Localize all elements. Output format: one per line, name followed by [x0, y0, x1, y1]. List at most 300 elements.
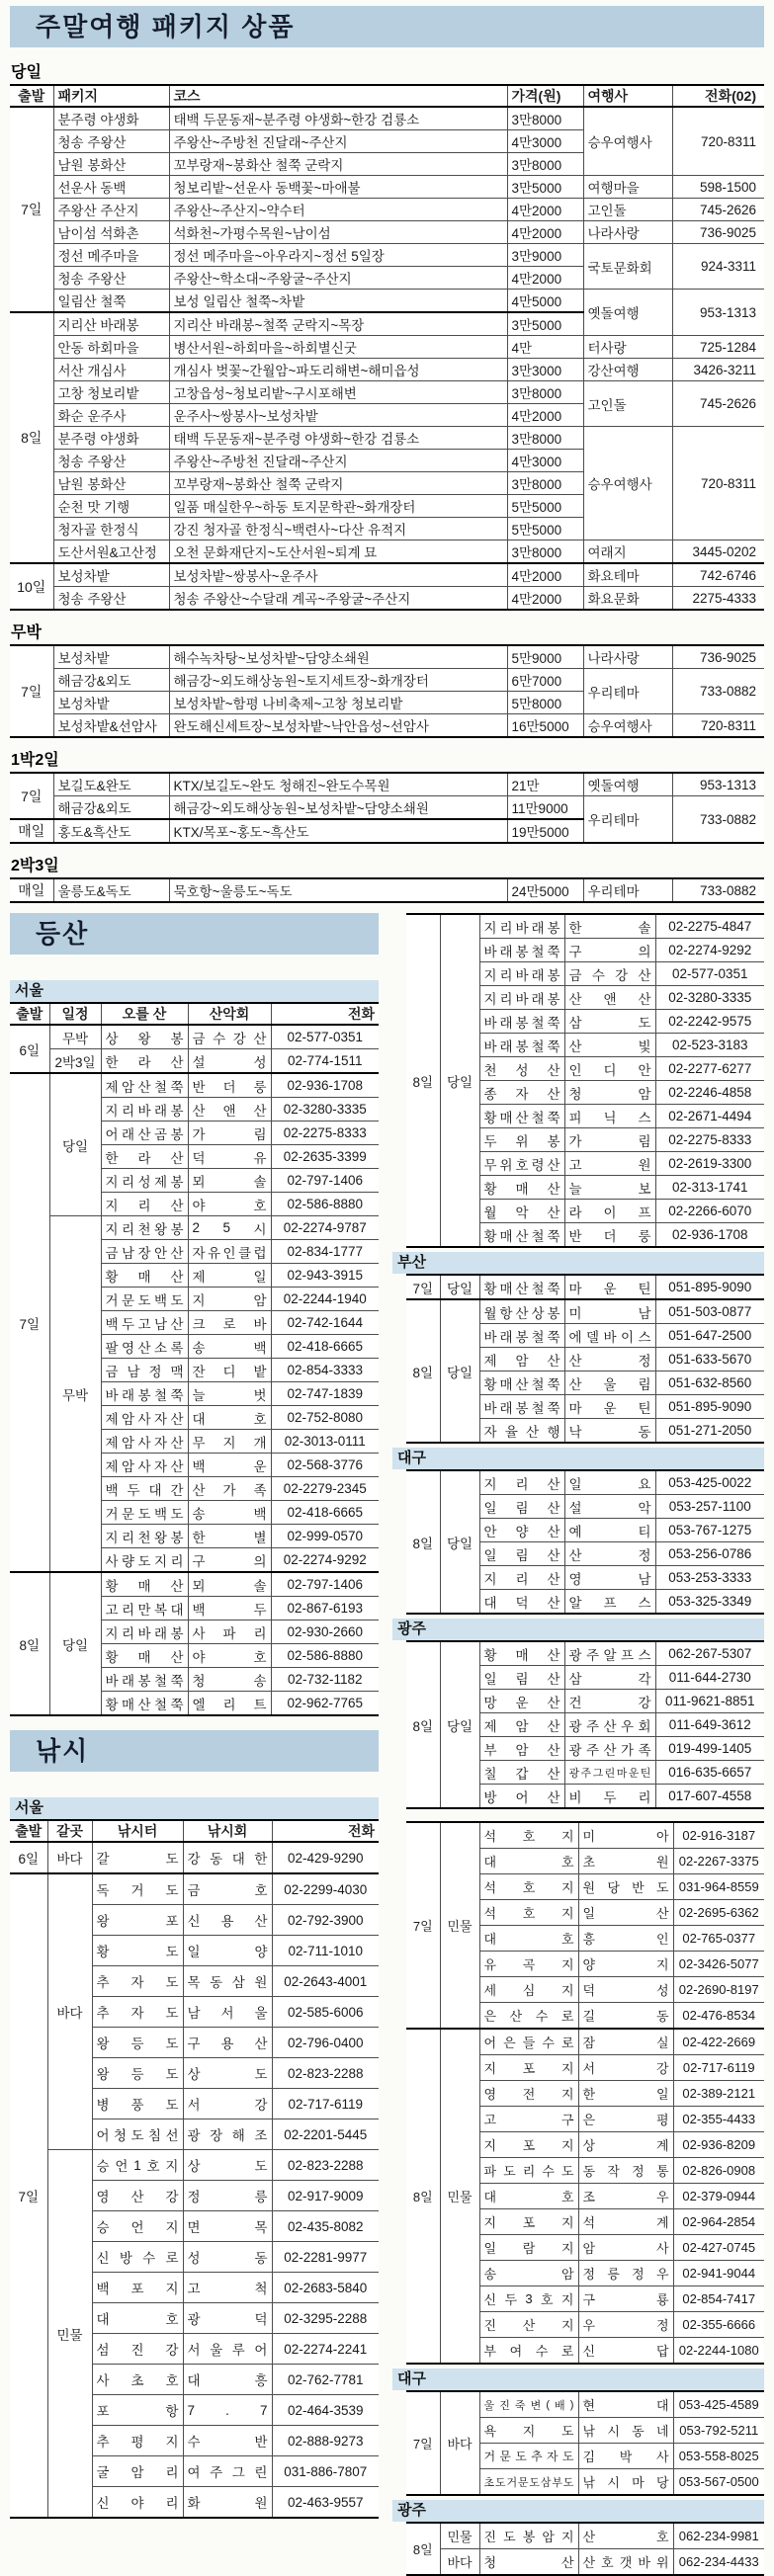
region-bar: 부산	[392, 1252, 764, 1274]
club-cell	[564, 1542, 655, 1566]
phone-cell: 031-964-8559	[673, 1874, 764, 1900]
course-cell: 주왕산~주방천 진달래~주산지	[169, 130, 507, 153]
table-row	[406, 2549, 764, 2576]
spread-text: 제 암 산	[483, 1718, 560, 1734]
course-cell: KTX/목포~홍도~흑산도	[169, 819, 507, 843]
fs-r-table-body	[406, 1822, 764, 2364]
spread-text: 진 도 봉 암 지	[483, 2530, 574, 2544]
club-cell	[183, 2456, 272, 2487]
price-cell: 4만3000	[507, 450, 583, 472]
club-cell	[564, 1641, 655, 1666]
spread-text: 무 위 호 령 산	[483, 1157, 560, 1173]
spread-text: 고 리 만 복 대	[105, 1602, 184, 1618]
spread-text: 2 5 시	[192, 1220, 267, 1237]
course-cell: 오천 문화재단지~도산서원~퇴계 묘	[169, 540, 507, 564]
club-cell	[564, 1419, 655, 1444]
agency-cell: 국토문화회	[583, 244, 672, 290]
club-cell	[564, 1713, 655, 1737]
mountain-cell	[101, 1098, 188, 1122]
mountain-cell	[101, 1193, 188, 1216]
package-cell: 일림산 철쭉	[53, 290, 169, 313]
club-cell	[578, 1822, 673, 1849]
spread-text: 백 두 대 간	[105, 1482, 184, 1498]
course-cell: 지리산 바래봉~철쭉 군락지~목장	[169, 312, 507, 336]
phone-cell: 02-2635-3399	[271, 1145, 379, 1169]
package-cell: 화순 운주사	[53, 404, 169, 427]
depart-cell: 7일	[10, 107, 53, 312]
phone-cell: 02-3280-3335	[271, 1098, 379, 1122]
hiking-banner-title: 등산	[36, 919, 90, 949]
club-cell	[188, 1501, 271, 1525]
spread-text: 황 도	[96, 1945, 179, 1959]
spread-text: 종 자 산	[483, 1086, 560, 1102]
agency-cell: 터사랑	[583, 336, 672, 359]
phone-cell: 02-823-2288	[272, 2058, 379, 2089]
spread-text: 바 래 봉 철 쭉	[483, 1015, 560, 1031]
schedule-cell: 바다	[47, 1873, 92, 2150]
spread-text: 바 래 봉 철 쭉	[483, 1400, 560, 1416]
phone-cell: 02-586-8880	[271, 1193, 379, 1216]
phone-cell: 02-476-8534	[673, 2003, 764, 2030]
course-cell: 보성차밭~쌍봉사~운주사	[169, 563, 507, 587]
spot-cell	[479, 2549, 578, 2576]
package-cell: 청송 주왕산	[53, 267, 169, 290]
phone-cell: 02-823-2288	[272, 2150, 379, 2181]
phone-cell: 02-3280-3335	[655, 986, 764, 1010]
phone-cell: 02-854-7417	[673, 2286, 764, 2312]
phone-cell: 598-1500	[672, 176, 764, 199]
spread-text: 강 동 대 한	[187, 1852, 268, 1867]
phone-cell: 733-0882	[672, 796, 764, 844]
spread-text: 지 암	[192, 1292, 267, 1308]
fs-r-table-body	[406, 2523, 764, 2575]
table-row	[10, 1873, 379, 1905]
schedule-cell: 당일	[440, 1275, 479, 1299]
spread-text: 부 여 수 로	[483, 2344, 574, 2359]
mountain-cell	[479, 1010, 564, 1034]
package-cell: 분주령 야생화	[53, 107, 169, 130]
phone-cell: 02-577-0351	[271, 1025, 379, 1049]
spread-text: 석 호 지	[483, 1906, 574, 1921]
spot-cell	[92, 1966, 183, 1997]
depart-cell: 8일	[406, 1470, 440, 1614]
club-cell	[578, 2312, 673, 2338]
section-label: 당일	[11, 64, 42, 81]
price-cell: 4만2000	[507, 587, 583, 611]
course-cell: 태백 두문동재~분주령 야생화~한강 검룡소	[169, 427, 507, 450]
club-cell	[564, 1566, 655, 1590]
spread-text: 정 릉	[187, 2190, 268, 2204]
column-header: 낚시회	[183, 1820, 272, 1842]
column-header: 전화	[271, 1003, 379, 1025]
spread-text: 거 문 도 추 자 도	[483, 2450, 574, 2463]
spread-text: 광 장 해 조	[187, 2128, 268, 2143]
club-cell	[564, 1761, 655, 1785]
spread-text: 병 풍 도	[96, 2098, 179, 2113]
club-cell	[564, 1666, 655, 1690]
phone-cell: 720-8311	[672, 427, 764, 540]
mountain-cell	[479, 1419, 564, 1444]
spot-cell	[479, 1977, 578, 2003]
spot-cell	[92, 2334, 183, 2365]
course-cell: 청보리밭~선운사 동백꽃~마애불	[169, 176, 507, 199]
club-cell	[188, 1025, 271, 1049]
price-cell: 3만8000	[507, 427, 583, 450]
package-cell: 지리산 바래봉	[53, 312, 169, 336]
spread-text: 추 평 지	[96, 2435, 179, 2450]
spread-text: 늘 벗	[192, 1387, 267, 1403]
phone-cell: 745-2626	[672, 199, 764, 221]
spread-text: 한 별	[192, 1530, 267, 1545]
spread-text: 제 암 사 자 산	[105, 1411, 184, 1427]
phone-cell: 02-3013-0111	[271, 1430, 379, 1454]
region-bar: 광주	[392, 2500, 764, 2522]
depart-cell: 8일	[10, 312, 53, 563]
spread-text: 사 파 리	[192, 1625, 267, 1641]
price-cell: 24만5000	[507, 878, 583, 902]
spread-text: 유 곡 지	[483, 1957, 574, 1972]
phone-cell: 053-425-4589	[673, 2391, 764, 2418]
phone-cell: 02-435-8082	[272, 2211, 379, 2242]
mountain-cell	[101, 1525, 188, 1548]
table-row	[10, 381, 764, 404]
spot-cell	[479, 1926, 578, 1952]
phone-cell: 02-936-1708	[655, 1223, 764, 1248]
section-label: 무박	[11, 624, 42, 641]
depart-cell: 6일	[10, 1025, 49, 1073]
travel-table-body	[10, 773, 764, 843]
course-cell: 보성 일림산 철쭉~차밭	[169, 290, 507, 313]
schedule-cell: 2박3일	[49, 1049, 101, 1074]
spread-text: 광 주 그 린 마 운 틴	[568, 1767, 651, 1780]
spread-text: 거 문 도 백 도	[105, 1292, 184, 1308]
spread-text: 왕 등 도	[96, 2036, 179, 2051]
mountain-cell	[479, 1395, 564, 1419]
package-cell: 홍도&흑산도	[53, 819, 169, 843]
phone-cell: 02-2244-1080	[673, 2338, 764, 2365]
spot-cell	[92, 2211, 183, 2242]
spread-text: 수 반	[187, 2435, 268, 2450]
mountain-cell	[101, 1382, 188, 1406]
club-cell	[188, 1264, 271, 1288]
spot-cell	[479, 1874, 578, 1900]
spread-text: 대 호	[96, 2312, 179, 2327]
spot-cell	[479, 2286, 578, 2312]
phone-cell: 02-936-8209	[673, 2132, 764, 2158]
spread-text: 덕 유	[192, 1150, 267, 1166]
spread-text: 정 릉 정 우	[582, 2267, 669, 2282]
spread-text: 지 리 천 왕 봉	[105, 1530, 184, 1545]
club-cell	[188, 1454, 271, 1477]
spread-text: 지 리 성 제 봉	[105, 1174, 184, 1190]
hk-r-table	[406, 1640, 764, 1809]
course-cell: 해금강~외도해상농원~토지세트장~화개장터	[169, 669, 507, 692]
mountain-cell	[479, 1371, 564, 1395]
region-bar: 대구	[392, 2368, 764, 2390]
spot-cell	[92, 1842, 183, 1873]
spot-cell	[92, 1873, 183, 1905]
club-cell	[188, 1668, 271, 1692]
club-cell	[188, 1692, 271, 1716]
club-cell	[564, 1785, 655, 1809]
club-cell	[188, 1193, 271, 1216]
phone-cell: 051-503-0877	[655, 1299, 764, 1324]
spread-text: 화 원	[187, 2496, 268, 2511]
mountain-cell	[479, 939, 564, 962]
spread-text: 한 라 산	[105, 1054, 184, 1070]
club-cell	[188, 1620, 271, 1644]
phone-cell: 02-3295-2288	[272, 2303, 379, 2334]
spread-text: 월 악 산	[483, 1205, 560, 1220]
column-header: 패키지	[53, 85, 169, 107]
course-cell: 강진 청자골 한정식~백련사~다산 유적지	[169, 518, 507, 540]
header-row	[10, 1820, 379, 1842]
mountain-cell	[101, 1692, 188, 1716]
table-row	[10, 1216, 379, 1240]
club-cell	[564, 1081, 655, 1105]
depart-cell: 매일	[10, 819, 53, 843]
section-label: 1박2일	[11, 752, 59, 769]
price-cell: 3만8000	[507, 381, 583, 404]
spread-text: 마 운 틴	[568, 1281, 651, 1296]
phone-cell: 02-464-3539	[272, 2395, 379, 2426]
spread-text: 거 문 도 백 도	[105, 1506, 184, 1522]
spread-text: 방 어 산	[483, 1789, 560, 1805]
spread-text: 백 운	[192, 1458, 267, 1474]
mountain-cell	[101, 1335, 188, 1359]
spread-text: 한 라 산	[105, 1150, 184, 1166]
club-cell	[564, 986, 655, 1010]
spread-text: 바 래 봉 철 쭉	[105, 1387, 184, 1403]
phone-cell: 720-8311	[672, 107, 764, 176]
phone-cell: 02-463-9557	[272, 2487, 379, 2519]
spread-text: 지 포 지	[483, 2138, 574, 2153]
course-cell: 보성차밭~함평 나비축제~고창 청보리밭	[169, 692, 507, 714]
price-cell: 3만3000	[507, 359, 583, 381]
spread-text: 석 호 지	[483, 1880, 574, 1895]
spread-text: 고 척	[187, 2282, 268, 2296]
spread-text: 사 량 도 지 리	[105, 1553, 184, 1569]
spread-text: 두 위 봉	[483, 1133, 560, 1149]
phone-cell: 953-1313	[672, 290, 764, 336]
club-cell	[564, 1371, 655, 1395]
spread-text: 금 남 정 맥	[105, 1364, 184, 1379]
spread-text: 산 앤 산	[192, 1103, 267, 1119]
package-cell: 청송 주왕산	[53, 130, 169, 153]
price-cell: 3만5000	[507, 312, 583, 336]
phone-cell: 02-2683-5840	[272, 2273, 379, 2303]
club-cell	[183, 2395, 272, 2426]
spot-cell	[92, 2456, 183, 2487]
spot-cell	[92, 1905, 183, 1936]
club-cell	[183, 2089, 272, 2119]
phone-cell: 725-1284	[672, 336, 764, 359]
table-row	[10, 878, 764, 902]
club-cell	[564, 1324, 655, 1348]
spread-text: 구 의	[192, 1553, 267, 1569]
spot-cell	[479, 1952, 578, 1977]
phone-cell: 02-916-3187	[673, 1822, 764, 1849]
table-row	[10, 359, 764, 381]
spread-text: 7 . 7	[187, 2402, 268, 2418]
depart-cell: 7일	[406, 1275, 440, 1299]
spread-text: 현 대	[582, 2398, 669, 2413]
spot-cell	[479, 2391, 578, 2418]
club-cell	[188, 1525, 271, 1548]
course-cell: 개심사 벚꽃~간월암~파도리해변~해미읍성	[169, 359, 507, 381]
phone-cell: 02-747-1839	[271, 1382, 379, 1406]
club-cell	[188, 1098, 271, 1122]
depart-cell: 8일	[406, 1641, 440, 1808]
depart-cell: 8일	[406, 2523, 440, 2575]
agency-cell: 우리테마	[583, 878, 672, 902]
spread-text: 면 목	[187, 2220, 268, 2235]
table-row	[406, 1822, 764, 1849]
phone-cell: 051-271-2050	[655, 1419, 764, 1444]
phone-cell: 016-635-6657	[655, 1761, 764, 1785]
spread-text: 황 매 산 철 쭉	[483, 1110, 560, 1125]
mountain-cell	[101, 1477, 188, 1501]
spot-cell	[479, 2158, 578, 2184]
spread-text: 지 리 천 왕 봉	[105, 1221, 184, 1237]
package-cell: 남원 봉화산	[53, 472, 169, 495]
mountain-cell	[101, 1597, 188, 1620]
table-row	[10, 2150, 379, 2181]
phone-cell: 02-2690-8197	[673, 1977, 764, 2003]
club-cell	[564, 1057, 655, 1081]
hiking-banner	[10, 913, 379, 955]
depart-cell: 6일	[10, 1842, 47, 1873]
table-row	[10, 176, 764, 199]
spread-text: 황 매 산	[105, 1578, 184, 1594]
table-row	[10, 773, 764, 796]
club-cell	[578, 1977, 673, 2003]
club-cell	[564, 1737, 655, 1761]
package-cell: 울릉도&독도	[53, 878, 169, 902]
course-cell: 완도해신세트장~보성차밭~낙안읍성~선암사	[169, 714, 507, 738]
mountain-cell	[479, 1495, 564, 1519]
spread-text: 상 도	[187, 2067, 268, 2082]
spread-text: 지 리 바 래 봉	[483, 920, 560, 936]
agency-cell: 강산여행	[583, 359, 672, 381]
club-cell	[564, 1223, 655, 1248]
spread-text: 뫼 솔	[192, 1578, 267, 1594]
package-cell: 보성차밭	[53, 645, 169, 669]
club-cell	[183, 2028, 272, 2058]
club-cell	[564, 939, 655, 962]
course-cell: KTX/보길도~완도 청해진~완도수목원	[169, 773, 507, 796]
spot-cell	[479, 2469, 578, 2496]
spread-text: 흥 인	[582, 1932, 669, 1947]
phone-cell: 017-607-4558	[655, 1785, 764, 1809]
agency-cell: 고인돌	[583, 199, 672, 221]
phone-cell: 051-895-9090	[655, 1275, 764, 1299]
spot-cell	[479, 2055, 578, 2081]
spread-text: 조 우	[582, 2190, 669, 2204]
table-row	[406, 1299, 764, 1324]
table-row	[10, 1025, 379, 1049]
hk-r-table-body	[406, 1641, 764, 1808]
spread-text: 지 리 바 래 봉	[105, 1625, 184, 1641]
table-row	[10, 645, 764, 669]
travel-table-body	[10, 878, 764, 902]
spot-cell	[479, 1822, 578, 1849]
club-cell	[578, 2235, 673, 2261]
mountain-cell	[101, 1264, 188, 1288]
spread-text: 구 의	[568, 944, 651, 959]
club-cell	[183, 2426, 272, 2456]
table-row	[406, 2523, 764, 2549]
phone-cell: 02-2643-4001	[272, 1966, 379, 1997]
phone-cell: 051-633-5670	[655, 1348, 764, 1371]
phone-cell: 053-767-1275	[655, 1519, 764, 1542]
club-cell	[578, 2055, 673, 2081]
course-cell: 묵호항~울릉도~독도	[169, 878, 507, 902]
schedule-cell: 바다	[440, 2549, 479, 2576]
club-cell	[578, 2209, 673, 2235]
price-cell: 3만8000	[507, 540, 583, 564]
schedule-cell: 민물	[440, 1822, 479, 2029]
spread-text: 양 지	[582, 1957, 669, 1972]
spread-text: 세 심 지	[483, 1983, 574, 1998]
phone-cell: 02-577-0351	[655, 962, 764, 986]
schedule-cell: 당일	[440, 1470, 479, 1614]
phone-cell: 736-9025	[672, 221, 764, 244]
phone-cell: 02-586-8880	[271, 1644, 379, 1668]
package-cell: 도산서원&고산정	[53, 540, 169, 564]
spread-text: 가 림	[192, 1126, 267, 1142]
depart-cell: 8일	[406, 2029, 440, 2364]
travel-table	[10, 877, 764, 903]
column-header: 여행사	[583, 85, 672, 107]
travel-banner	[10, 6, 764, 47]
table-row	[10, 244, 764, 267]
spread-text: 월 항 산 상 봉	[483, 1305, 560, 1321]
club-cell	[183, 1873, 272, 1905]
club-cell	[578, 2003, 673, 2030]
package-cell: 안동 하회마을	[53, 336, 169, 359]
phone-cell: 02-936-1708	[271, 1073, 379, 1098]
phone-cell: 02-379-0944	[673, 2184, 764, 2209]
phone-cell: 02-2267-3375	[673, 1849, 764, 1874]
spread-text: 신 야 리	[96, 2496, 179, 2511]
phone-cell: 02-355-4433	[673, 2107, 764, 2132]
package-cell: 순천 맛 기행	[53, 495, 169, 518]
spread-text: 석 호 지	[483, 1829, 574, 1844]
column-header: 가격(원)	[507, 85, 583, 107]
phone-cell: 053-567-0500	[673, 2469, 764, 2496]
club-cell	[564, 1395, 655, 1419]
club-cell	[183, 2150, 272, 2181]
spread-text: 광 주 알 프 스	[568, 1647, 651, 1663]
club-cell	[188, 1335, 271, 1359]
club-cell	[578, 2081, 673, 2107]
phone-cell: 062-234-9981	[673, 2523, 764, 2549]
spread-text: 마 운 틴	[568, 1400, 651, 1416]
mountain-cell	[479, 1666, 564, 1690]
phone-cell: 02-389-2121	[673, 2081, 764, 2107]
table-row	[406, 2391, 764, 2418]
phone-cell: 011-649-3612	[655, 1713, 764, 1737]
package-cell: 보길도&완도	[53, 773, 169, 796]
club-cell	[564, 962, 655, 986]
club-cell	[183, 2365, 272, 2395]
course-cell: 해금강~외도해상농원~보성차밭~담양소쇄원	[169, 796, 507, 820]
spread-text: 일 림 산	[483, 1500, 560, 1516]
spread-text: 지 포 지	[483, 2061, 574, 2076]
club-cell	[578, 1849, 673, 1874]
phone-cell: 011-644-2730	[655, 1666, 764, 1690]
